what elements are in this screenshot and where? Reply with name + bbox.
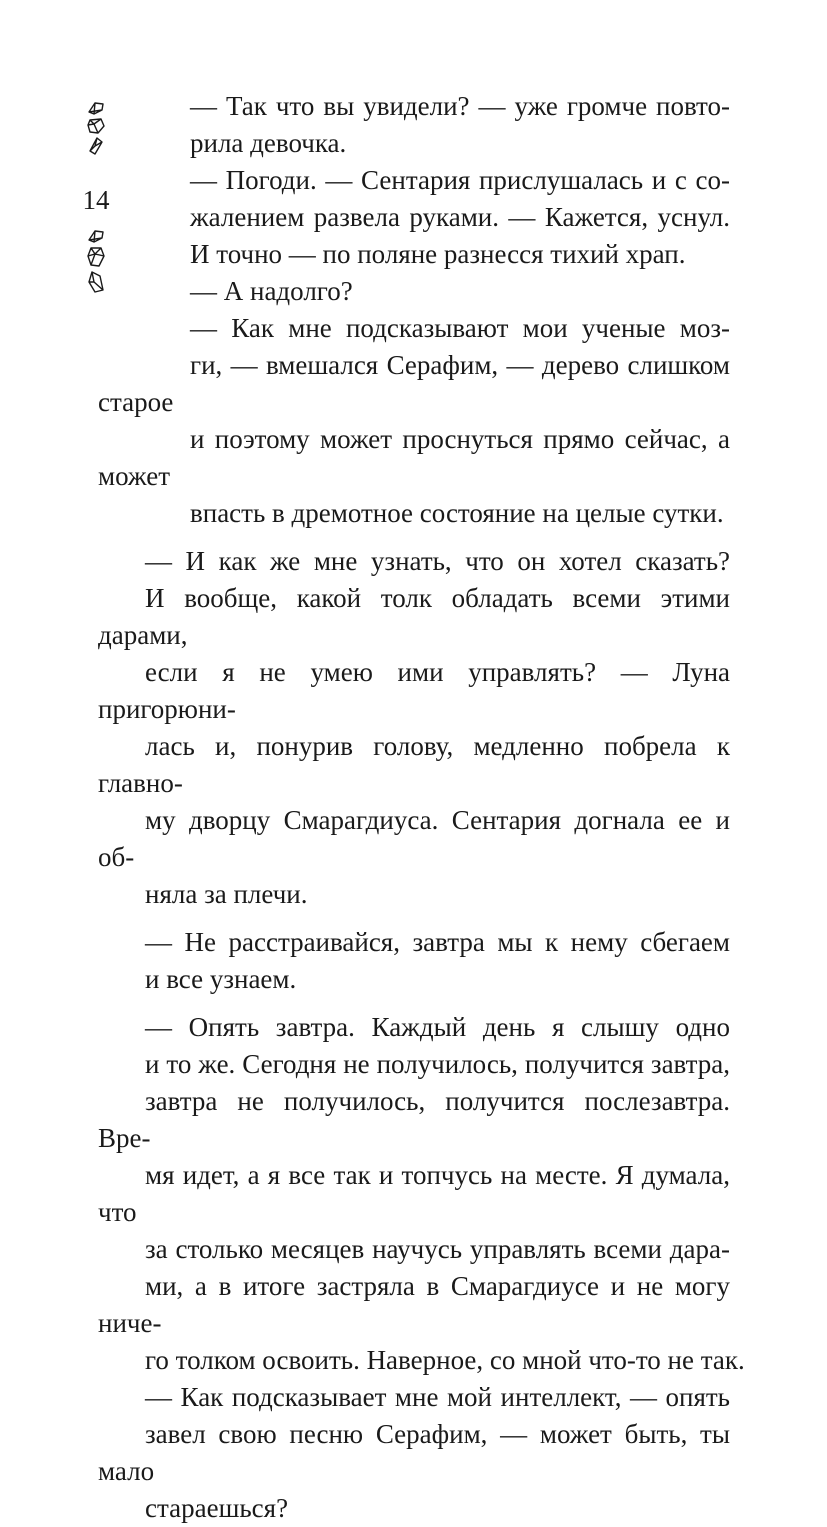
text-line: впасть в дремотное состояние на целые сутки. [190, 498, 724, 528]
text-line: завел свою песню Серафим, — может быть, ты мало [98, 1419, 730, 1486]
text-line: — Погоди. — Сентария прислушалась и с со- [190, 165, 730, 195]
text-line: и все узнаем. [145, 964, 297, 994]
paragraph [98, 543, 730, 913]
text-line: рила девочка. [190, 128, 347, 158]
paragraph [98, 273, 730, 310]
paragraph [98, 88, 730, 162]
paragraph [98, 310, 730, 532]
paragraph [98, 1379, 730, 1527]
text-line: — А надолго? [190, 276, 353, 306]
text-line: — Как подсказывает мне мой интеллект, — опять [145, 1382, 730, 1412]
text-line: жалением развела руками. — Кажется, уснул. [190, 202, 730, 232]
text-line: И точно — по поляне разнесся тихий храп. [190, 239, 686, 269]
text-line: го толком освоить. Наверное, со мной что-то не так. [145, 1345, 745, 1375]
text-line: — Как мне подсказывают мои ученые моз- [190, 313, 730, 343]
paragraph [98, 236, 730, 273]
text-line: И вообще, какой толк обладать всеми этими дарами, [98, 583, 730, 650]
text-line: за столько месяцев научусь управлять всеми дара- [145, 1234, 730, 1264]
text-line: и поэтому может проснуться прямо сейчас, а может [98, 424, 730, 491]
text-line: — Не расстраивайся, завтра мы к нему сбегаем [145, 927, 730, 957]
text-line: если я не умею ими управлять? — Луна пригорюни- [98, 657, 730, 724]
text-line: лась и, понурив голову, медленно побрела к главно- [98, 731, 730, 798]
text-line: няла за плечи. [145, 879, 308, 909]
text-line: ги, — вмешался Серафим, — дерево слишком старое [98, 350, 730, 417]
text-line: ми, а в итоге застряла в Смарагдиусе и не могу ниче- [98, 1271, 730, 1338]
text-line: и то же. Сегодня не получилось, получится завтра, [145, 1049, 730, 1079]
text-line: му дворцу Смарагдиуса. Сентария догнала ее и об- [98, 805, 730, 872]
paragraph [98, 924, 730, 998]
page-number: 14 [82, 185, 110, 215]
text-line: — Опять завтра. Каждый день я слышу одно [145, 1012, 730, 1042]
text-line: — Так что вы увидели? — уже громче повто- [190, 91, 730, 121]
paragraph [98, 1009, 745, 1379]
text-line: мя идет, а я все так и топчусь на месте. Я думала, что [98, 1160, 730, 1227]
text-line: завтра не получилось, получится послезавтра. Вре- [98, 1086, 730, 1153]
paragraph [98, 162, 730, 236]
text-line: — И как же мне узнать, что он хотел сказать? [145, 546, 730, 576]
text-line: стараешься? [145, 1493, 289, 1523]
body-text [98, 88, 745, 1527]
